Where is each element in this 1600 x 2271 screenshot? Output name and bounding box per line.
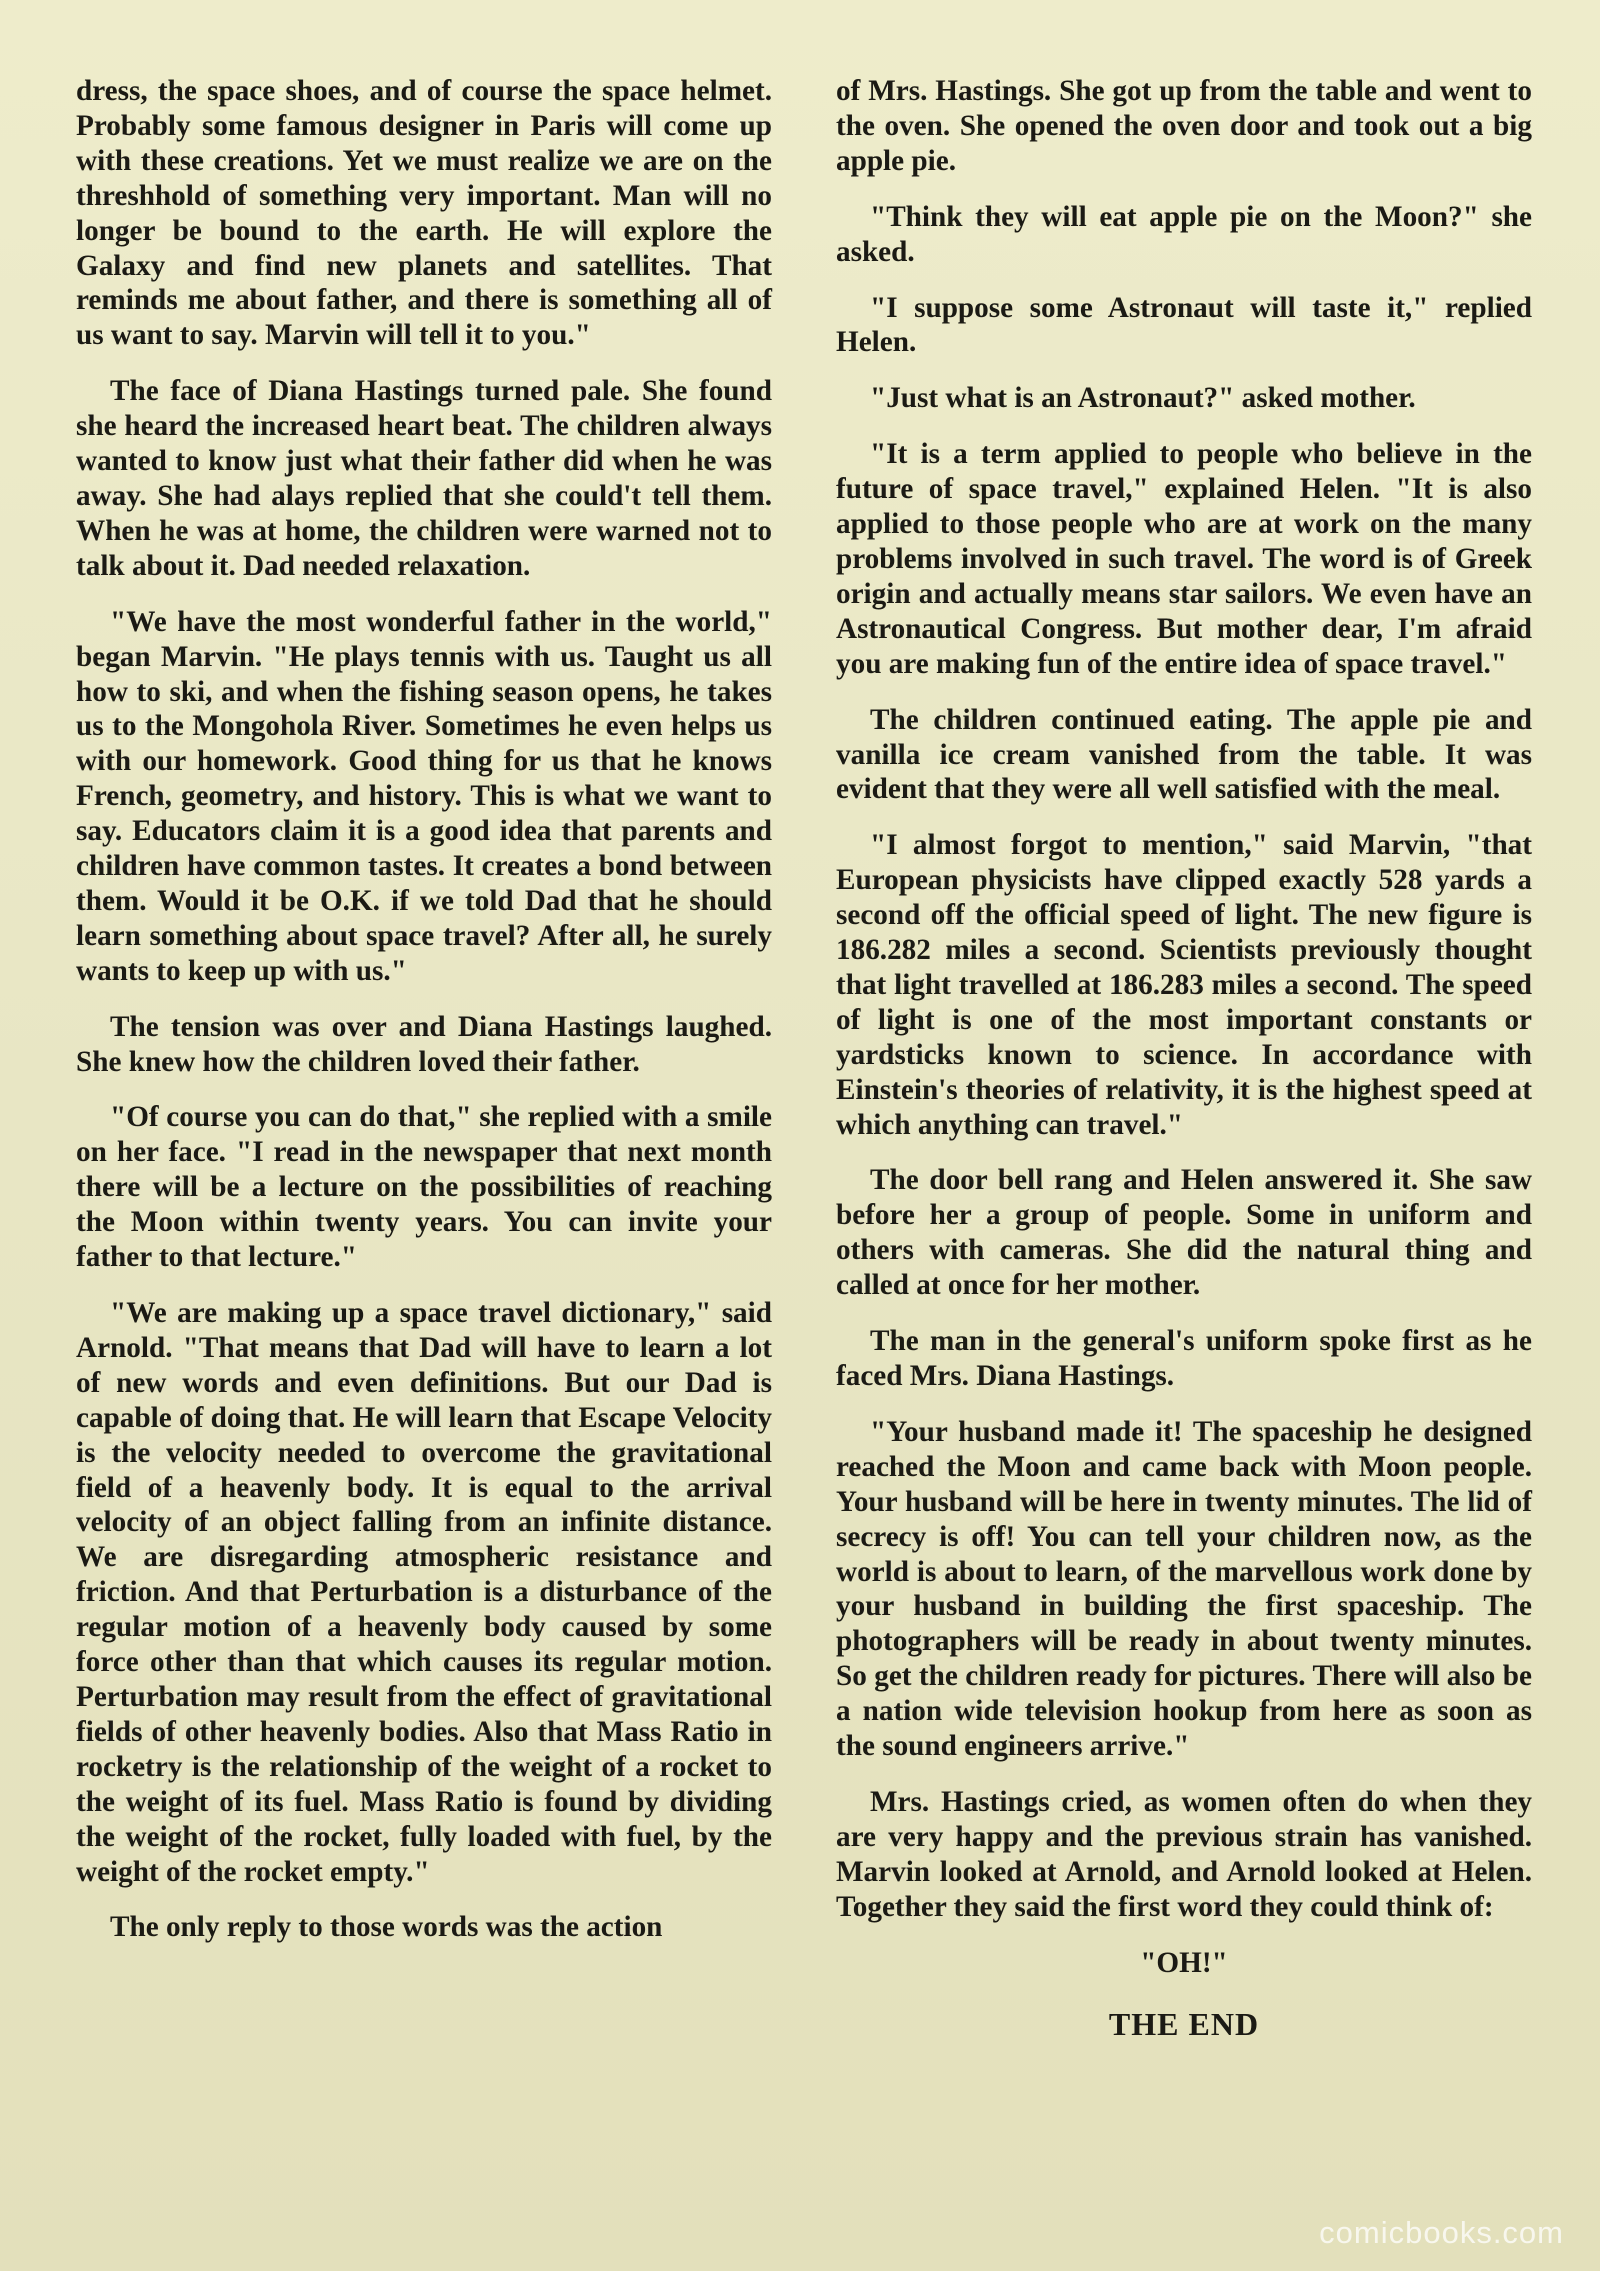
exclamation-line: "OH!" xyxy=(1140,1946,1228,1979)
paragraph: The tension was over and Diana Hastings laughed. She knew how the children loved their father. xyxy=(76,1010,772,1078)
paragraph: "Your husband made it! The spaceship he designed reached the Moon and came back with Moon people. Your husband will be here in twenty minutes. The lid of secrecy is off! You can tell your children now, as the world is about to learn, of the marvellous work done by your husband in building the first spaceship. The photographers will be ready in about twenty minutes. So get the children ready for pictures. There will also be a nation wide television hookup from here as soon as the sound engineers arrive." xyxy=(836,1415,1532,1763)
paragraph: "Just what is an Astronaut?" asked mother. xyxy=(870,382,1416,415)
paragraph: The man in the general's uniform spoke first as he faced Mrs. Diana Hastings. xyxy=(836,1325,1532,1392)
paragraph: "We are making up a space travel dictionary," said Arnold. "That means that Dad will have to learn a lot of new words and even definitions. But our Dad is capable of doing that. He will learn that Escape Velocity is the velocity needed to overcome the gravitational field of a heavenly body. It is equal to the arrival velocity of an object falling from an infinite distance. We are disregarding atmospheric resistance and friction. And that Perturbation is a disturbance of the regular motion of a heavenly body caused by some force other than that which causes its regular motion. Perturbation may result from the effect of gravitational fields of other heavenly bodies. Also that Mass Ratio in rocketry is the relationship of the weight of a rocket to the weight of its fuel. Mass Ratio is found by dividing the weight of the rocket, fully loaded with fuel, by the weight of the rocket empty." xyxy=(76,1297,772,1888)
paragraph: The children continued eating. The apple pie and vanilla ice cream vanished from the table. It was evident that they were all well satisfied with the meal. xyxy=(836,703,1532,806)
paragraph: "It is a term applied to people who believe in the future of space travel," explained Helen. "It is also applied to those people who are at work on the many problems involved in such travel. The word is of Greek origin and actually means star sailors. We even have an Astronautical Congress. But mother dear, I'm afraid you are making fun of the entire idea of space travel." xyxy=(836,438,1532,680)
right-column xyxy=(836,74,1532,2062)
paragraph: "We have the most wonderful father in the world," began Marvin. "He plays tennis with us. Taught us all how to ski, and when the fishing season opens, he takes us to the Mongohola River. Sometimes he even helps us with our homework. Good thing for us that he knows French, geometry, and history. This is what we want to say. Educators claim it is a good idea that parents and children have common tastes. It creates a bond between them. Would it be O.K. if we told Dad that he should learn something about space travel? After all, he surely wants to keep up with us." xyxy=(76,605,772,987)
paragraph: of Mrs. Hastings. She got up from the table and went to the oven. She opened the oven door and took out a big apple pie. xyxy=(836,75,1532,177)
paragraph: "Think they will eat apple pie on the Moon?" she asked. xyxy=(836,200,1532,268)
watermark: comicbooks.com xyxy=(1319,2215,1564,2250)
the-end-label: THE END xyxy=(1108,2005,1260,2042)
paragraph: "Of course you can do that," she replied with a smile on her face. "I read in the newspaper that next month there will be a lecture on the possibilities of reaching the Moon within twenty years. You can invite your father to that lecture." xyxy=(76,1101,772,1274)
paragraph: dress, the space shoes, and of course the space helmet. Probably some famous designer in Paris will come up with these creations. Yet we must realize we are on the threshhold of something very important. Man will no longer be bound to the earth. He will explore the Galaxy and find new planets and satellites. That reminds me about father, and there is something all of us want to say. Marvin will tell it to you." xyxy=(76,75,772,352)
paragraph: "I almost forgot to mention," said Marvin, "that European physicists have clipped exactly 528 yards a second off the official speed of light. The new figure is 186.282 miles a second. Scientists previously thought that light travelled at 186.283 miles a second. The speed of light is one of the most important constants or yardsticks known to science. In accordance with Einstein's theories of relativity, it is the highest speed at which anything can travel." xyxy=(836,829,1532,1141)
paragraph: The only reply to those words was the action xyxy=(110,1911,663,1944)
paragraph: The face of Diana Hastings turned pale. She found she heard the increased heart beat. The children always wanted to know just what their father did when he was away. She had alays replied that she could't tell them. When he was at home, the children were warned not to talk about it. Dad needed relaxation. xyxy=(76,375,772,582)
paragraph: The door bell rang and Helen answered it. She saw before her a group of people. Some in uniform and others with cameras. She did the natural thing and called at once for her mother. xyxy=(836,1164,1532,1302)
paragraph: "I suppose some Astronaut will taste it," replied Helen. xyxy=(836,291,1532,359)
left-column xyxy=(76,74,772,1966)
paragraph: Mrs. Hastings cried, as women often do when they are very happy and the previous strain has vanished. Marvin looked at Arnold, and Arnold looked at Helen. Together they said the first word they could think of: xyxy=(836,1785,1532,1923)
